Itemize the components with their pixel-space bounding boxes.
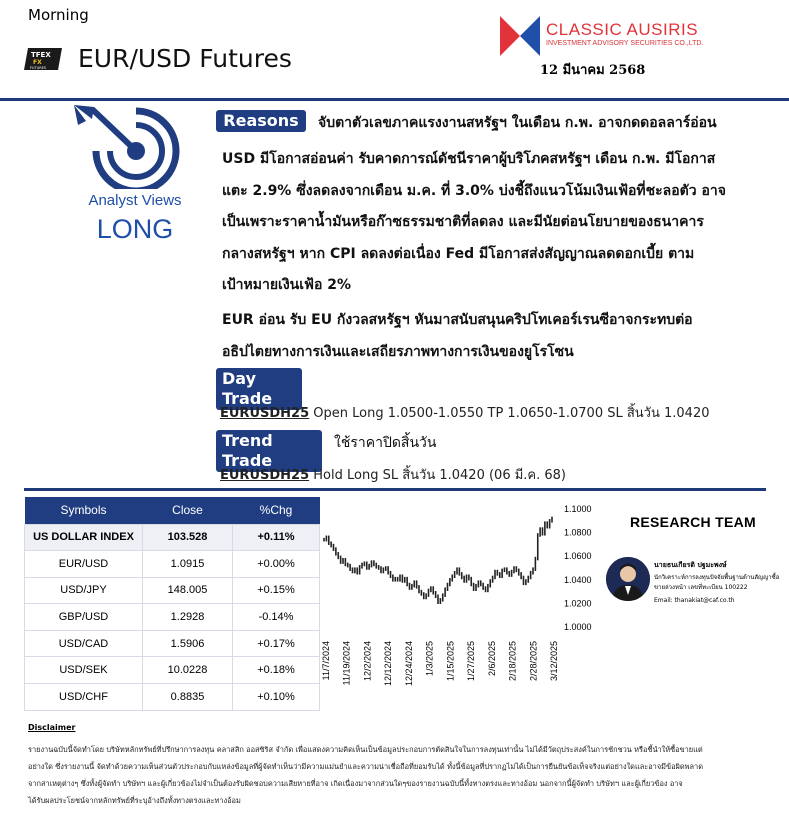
disclaimer-title: Disclaimer (28, 723, 76, 732)
close-cell: 0.8835 (143, 684, 233, 711)
x-tick-label: 12/24/2024 (403, 641, 414, 687)
y-tick-label: 1.0600 (564, 551, 592, 562)
x-tick-label: 3/12/2025 (549, 641, 559, 682)
symbol-cell: GBP/USD (25, 604, 143, 631)
divider (24, 488, 766, 491)
x-tick-label: 12/2/2024 (362, 641, 373, 682)
close-cell: 148.005 (143, 577, 233, 604)
eurusd-line-chart (318, 497, 598, 715)
x-tick-label: 1/15/2025 (445, 641, 456, 682)
y-tick-label: 1.0800 (564, 527, 592, 538)
day-trade-symbol: EURUSDH25 (220, 406, 310, 421)
day-trade-detail: Open Long 1.0500-1.0550 TP 1.0650-1.0700 SL สิ้นวัน 1.0420 (309, 406, 710, 421)
quotes-table (24, 497, 320, 711)
column-header: Symbols (25, 497, 143, 524)
research-team-title: RESEARCH TEAM (630, 514, 757, 530)
disclaimer-line: อย่างใด ซึ่งรายงานนี้ จัดทำด้วยความเห็นส่วนตัวประกอบกับแหล่งข้อมูลที่ผู้จัดทำเห็นว่ามีความแม่นยำและความน่าเชื่อถือที่ยอมรับได้ ทั้งนี้ข้อมูลที่ปรากฏไม่ได้เป็นการยืนยันข้อเท็จจริงแต่อย่างใดและอาจมีข้อผิดพลาด (28, 762, 704, 771)
trend-trade-line (220, 464, 566, 485)
analyst-views-label: Analyst Views (88, 192, 182, 209)
analyst-name: นายธนเกียรติ ปฐมะพงษ์ (654, 561, 727, 569)
x-tick-label: 11/19/2024 (341, 641, 352, 686)
stance-label: LONG (96, 214, 174, 244)
reasons-tag: Reasons (216, 110, 306, 132)
change-cell: +0.18% (233, 657, 320, 684)
change-cell: -0.14% (233, 604, 320, 631)
x-tick-label: 12/12/2024 (383, 641, 394, 687)
close-cell: 1.5906 (143, 630, 233, 657)
analyst-role: นักวิเคราะห์การลงทุนปัจจัยพื้นฐานด้านสัญญาซื้อ (654, 574, 780, 581)
symbol-cell: USD/JPY (25, 577, 143, 604)
x-tick-label: 1/27/2025 (466, 641, 477, 682)
close-cell: 103.528 (143, 524, 233, 551)
close-cell: 10.0228 (143, 657, 233, 684)
close-cell: 1.0915 (143, 551, 233, 578)
reason-line: เป็นเพราะราคาน้ำมันหรือก๊าซธรรมชาติที่ลดลง และมีนัยต่อนโยบายของธนาคาร (222, 214, 704, 230)
divider (0, 98, 789, 101)
tfex-logo (24, 46, 64, 72)
symbol-cell: USD/SEK (25, 657, 143, 684)
y-tick-label: 1.0400 (564, 574, 592, 585)
x-tick-label: 2/18/2025 (507, 641, 518, 682)
table-row (25, 657, 320, 684)
change-cell: +0.10% (233, 684, 320, 711)
column-header: Close (143, 497, 233, 524)
close-cell: 1.2928 (143, 604, 233, 631)
reason-extra-line: อธิปไตยทางการเงินและเสถียรภาพทางการเงินของยูโรโซน (222, 344, 574, 360)
avatar (606, 557, 650, 601)
day-trade-tag: Day Trade (216, 368, 302, 410)
symbol-cell: US DOLLAR INDEX (25, 524, 143, 551)
change-cell: +0.17% (233, 630, 320, 657)
analyst-license: ขายล่วงหน้า เลขที่ทะเบียน 100222 (654, 584, 748, 591)
symbol-cell: USD/CAD (25, 630, 143, 657)
change-cell: +0.15% (233, 577, 320, 604)
table-row (25, 630, 320, 657)
column-header: %Chg (233, 497, 320, 524)
trend-trade-note: ใช้ราคาปิดสิ้นวัน (334, 435, 437, 451)
x-tick-label: 11/7/2024 (321, 641, 331, 681)
brand-subtitle: INVESTMENT ADVISORY SECURITIES CO.,LTD. (546, 40, 704, 47)
reason-line: กลางสหรัฐฯ หาก CPI ลดลงต่อเนื่อง Fed มีโอกาสส่งสัญญาณลดดอกเบี้ย ตาม (222, 246, 695, 262)
table-row (25, 577, 320, 604)
symbol-cell: USD/CHF (25, 684, 143, 711)
y-tick-label: 1.1000 (564, 504, 592, 514)
session-label: Morning (28, 6, 89, 24)
x-tick-label: 2/28/2025 (528, 641, 539, 682)
analyst-email[interactable]: Email: thanakiat@caf.co.th (654, 597, 735, 604)
reason-line: แตะ 2.9% ซึ่งลดลงจากเดือน ม.ค. ที่ 3.0% บ่งชี้ถึงแนวโน้มเงินเฟ้อที่ชะลอตัว อาจ (222, 183, 726, 199)
symbol-cell: EUR/USD (25, 551, 143, 578)
table-row (25, 684, 320, 711)
svg-text:FUTURES: FUTURES (30, 66, 47, 70)
y-tick-label: 1.0000 (564, 622, 592, 632)
change-cell: +0.00% (233, 551, 320, 578)
brand-logo-icon (500, 14, 540, 58)
brand-name: CLASSIC AUSIRIS (546, 20, 699, 39)
trend-trade-symbol: EURUSDH25 (220, 468, 310, 483)
disclaimer-line: รายงานฉบับนี้จัดทำโดย บริษัทหลักทรัพย์ที่ปรึกษาการลงทุน คลาสสิก ออสซิริส จำกัด เพื่อแสดงความคิดเห็นเป็นข้อมูลประกอบการตัดสินใจในการลงทุนเท่านั้น ไม่ได้มีวัตถุประสงค์ในการชักชวน หรือชี้นำให้ซื้อขายแต่ (28, 745, 703, 754)
disclaimer-line: จากสาเหตุต่างๆ ซึ่งทั้งผู้จัดทำ บริษัทฯ และผู้เกี่ยวข้องไม่จำเป็นต้องรับผิดชอบความเสียหายที่อาจ เกิดเนื่องมาจากส่วนใดๆของรายงานฉบับนี้ทั้งทางตรงและทางอ้อม นอกจากนี้ผู้จัดทำ บริษัทฯ และผู้เกี่ยวข้อง อาจ (28, 779, 683, 788)
table-row (25, 604, 320, 631)
trend-trade-detail: Hold Long SL สิ้นวัน 1.0420 (06 มี.ค. 68) (309, 468, 566, 483)
report-date: 12 มีนาคม 2568 (540, 63, 646, 78)
svg-text:TFEX: TFEX (31, 51, 51, 59)
table-header-row (25, 497, 320, 524)
change-cell: +0.11% (233, 524, 320, 551)
x-tick-label: 2/6/2025 (486, 641, 497, 677)
day-trade-line (220, 402, 709, 423)
page-title: EUR/USD Futures (78, 44, 292, 73)
svg-text:FX: FX (33, 59, 42, 66)
reason-extra-line: EUR อ่อน รับ EU กังวลสหรัฐฯ หันมาสนับสนุนคริปโทเคอร์เรนซีอาจกระทบต่อ (222, 312, 693, 328)
trend-trade-tag: Trend Trade (216, 430, 322, 472)
reason-line: เป้าหมายเงินเฟ้อ 2% (222, 277, 351, 293)
table-row (25, 524, 320, 551)
x-tick-label: 1/3/2025 (424, 641, 435, 677)
y-tick-label: 1.0200 (564, 598, 592, 609)
target-arrow-icon (72, 103, 192, 189)
table-row (25, 551, 320, 578)
disclaimer-line: ได้รับผลประโยชน์จากหลักทรัพย์ที่ระบุอ้างถึงทั้งทางตรงและทางอ้อม (28, 796, 241, 805)
reason-line: USD มีโอกาสอ่อนค่า รับคาดการณ์ดัชนีราคาผู้บริโภคสหรัฐฯ เดือน ก.พ. มีโอกาส (222, 151, 716, 167)
reason-line: จับตาตัวเลขภาคแรงงานสหรัฐฯ ในเดือน ก.พ. อาจกดดอลลาร์อ่อน (318, 115, 717, 131)
